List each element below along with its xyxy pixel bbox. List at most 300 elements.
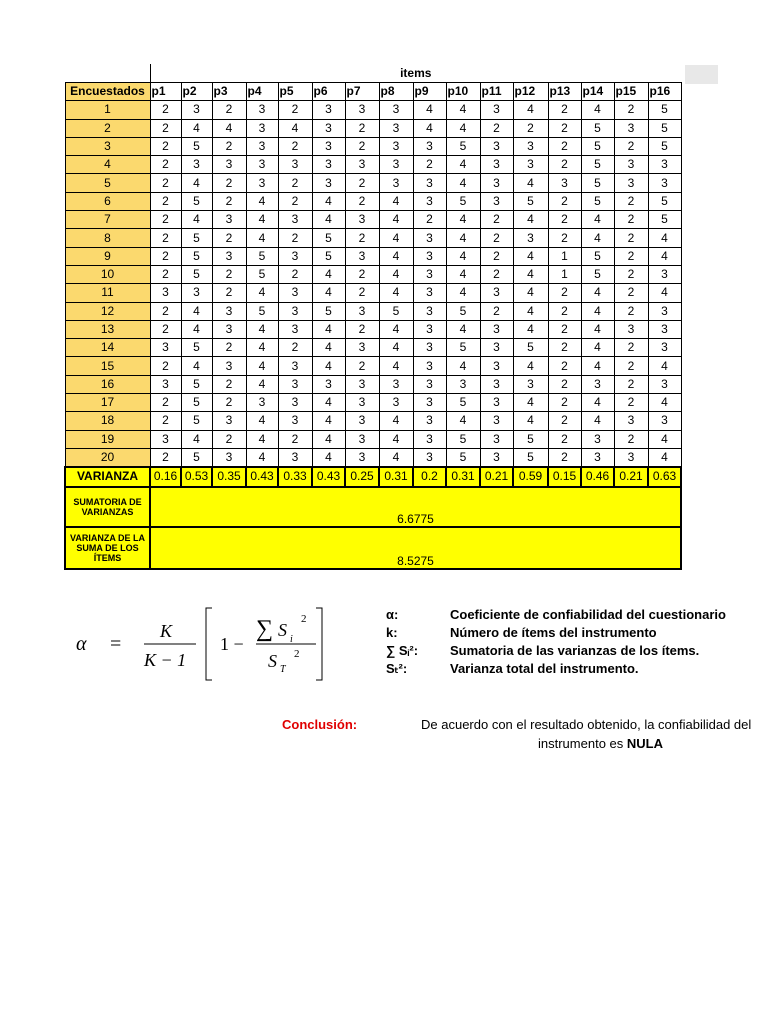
table-cell: 4 [379, 357, 413, 375]
table-cell: 5 [581, 192, 614, 210]
table-cell: 3 [581, 448, 614, 467]
table-cell: 4 [246, 430, 278, 448]
table-cell: 3 [212, 211, 246, 229]
table-cell: 5 [581, 137, 614, 155]
column-header-p9: p9 [413, 83, 446, 101]
table-cell: 4 [446, 211, 480, 229]
sheet-gray-header-extension [685, 65, 718, 84]
table-row [65, 229, 681, 247]
table-cell: 2 [150, 101, 181, 119]
table-cell: 2 [278, 137, 312, 155]
table-cell: 3 [312, 174, 345, 192]
formula-sup-2a: 2 [301, 613, 307, 625]
table-cell: 4 [246, 448, 278, 467]
respondent-id: 8 [65, 229, 150, 247]
table-cell: 4 [379, 430, 413, 448]
table-cell: 3 [150, 375, 181, 393]
table-cell: 3 [212, 320, 246, 338]
column-header-p7: p7 [345, 83, 379, 101]
table-cell: 4 [513, 412, 548, 430]
respondent-id: 2 [65, 119, 150, 137]
table-cell: 2 [345, 284, 379, 302]
table-cell: 2 [480, 302, 513, 320]
table-cell: 2 [614, 302, 648, 320]
table-cell: 2 [150, 229, 181, 247]
respondent-id: 6 [65, 192, 150, 210]
table-cell: 3 [614, 320, 648, 338]
table-cell: 3 [345, 430, 379, 448]
formula-one-minus: 1 − [220, 634, 244, 654]
table-cell: 3 [480, 284, 513, 302]
table-cell: 3 [345, 394, 379, 412]
table-cell: 3 [614, 156, 648, 174]
table-cell: 4 [581, 302, 614, 320]
table-cell: 3 [379, 394, 413, 412]
table-cell: 3 [278, 412, 312, 430]
table-cell: 2 [278, 174, 312, 192]
respondent-id: 15 [65, 357, 150, 375]
table-cell: 4 [648, 284, 681, 302]
table-cell: 4 [446, 174, 480, 192]
table-row [65, 156, 681, 174]
table-cell: 3 [614, 448, 648, 467]
table-cell: 2 [212, 394, 246, 412]
table-cell: 5 [581, 174, 614, 192]
varianza-value: 0.31 [446, 467, 480, 486]
table-cell: 3 [379, 119, 413, 137]
table-cell: 4 [648, 394, 681, 412]
respondent-id: 11 [65, 284, 150, 302]
table-cell: 3 [648, 339, 681, 357]
table-cell: 4 [379, 320, 413, 338]
table-cell: 3 [480, 375, 513, 393]
table-row [65, 211, 681, 229]
table-cell: 3 [648, 320, 681, 338]
varianza-value: 0.21 [614, 467, 648, 486]
table-cell: 5 [181, 339, 212, 357]
varianza-row [65, 467, 681, 486]
table-cell: 2 [345, 137, 379, 155]
table-cell: 2 [548, 284, 581, 302]
table-cell: 4 [312, 211, 345, 229]
table-cell: 3 [379, 101, 413, 119]
table-cell: 2 [614, 211, 648, 229]
table-cell: 3 [345, 448, 379, 467]
table-row [65, 375, 681, 393]
table-cell: 2 [548, 375, 581, 393]
varianza-total-row [65, 527, 681, 569]
table-cell: 4 [446, 156, 480, 174]
table-cell: 3 [246, 101, 278, 119]
table-cell: 4 [648, 247, 681, 265]
table-cell: 3 [480, 156, 513, 174]
formula-k: K [160, 621, 173, 641]
table-cell: 4 [648, 229, 681, 247]
table-cell: 2 [548, 394, 581, 412]
table-cell: 4 [648, 430, 681, 448]
table-cell: 5 [446, 394, 480, 412]
table-cell: 3 [513, 229, 548, 247]
table-cell: 5 [446, 448, 480, 467]
table-cell: 5 [246, 302, 278, 320]
table-cell: 3 [345, 247, 379, 265]
table-cell: 4 [379, 211, 413, 229]
table-cell: 2 [548, 211, 581, 229]
table-cell: 4 [379, 229, 413, 247]
table-cell: 2 [480, 211, 513, 229]
table-cell: 2 [548, 320, 581, 338]
table-cell: 4 [413, 101, 446, 119]
table-cell: 3 [413, 394, 446, 412]
table-cell: 2 [548, 302, 581, 320]
conclusion-label: Conclusión: [282, 717, 358, 732]
table-cell: 4 [246, 339, 278, 357]
table-cell: 5 [181, 192, 212, 210]
table-cell: 3 [480, 394, 513, 412]
column-header-p5: p5 [278, 83, 312, 101]
table-cell: 3 [246, 137, 278, 155]
table-cell: 3 [278, 320, 312, 338]
table-cell: 4 [312, 265, 345, 283]
table-cell: 4 [446, 247, 480, 265]
table-cell: 3 [413, 247, 446, 265]
table-cell: 3 [181, 101, 212, 119]
column-header-p1: p1 [150, 83, 181, 101]
table-cell: 3 [278, 284, 312, 302]
table-cell: 4 [379, 339, 413, 357]
table-cell: 3 [278, 247, 312, 265]
table-cell: 2 [212, 375, 246, 393]
table-cell: 3 [413, 430, 446, 448]
table-cell: 5 [181, 247, 212, 265]
respondent-id: 14 [65, 339, 150, 357]
respondent-id: 5 [65, 174, 150, 192]
formula-s-t: S [268, 651, 277, 671]
table-cell: 3 [278, 448, 312, 467]
table-cell: 3 [413, 448, 446, 467]
table-cell: 4 [181, 211, 212, 229]
table-cell: 2 [548, 339, 581, 357]
column-header-p3: p3 [212, 83, 246, 101]
table-cell: 2 [614, 394, 648, 412]
table-cell: 3 [212, 412, 246, 430]
table-cell: 2 [413, 211, 446, 229]
table-cell: 3 [413, 339, 446, 357]
table-cell: 2 [212, 265, 246, 283]
table-cell: 4 [413, 119, 446, 137]
formula-legend [386, 606, 726, 678]
column-header-p11: p11 [480, 83, 513, 101]
table-cell: 3 [278, 357, 312, 375]
table-cell: 5 [648, 101, 681, 119]
table-cell: 3 [413, 137, 446, 155]
table-cell: 3 [345, 412, 379, 430]
table-cell: 2 [614, 137, 648, 155]
table-cell: 2 [150, 137, 181, 155]
respondent-id: 4 [65, 156, 150, 174]
table-row [65, 394, 681, 412]
varianza-value: 0.43 [312, 467, 345, 486]
table-cell: 3 [413, 265, 446, 283]
varianza-label: VARIANZA [65, 467, 150, 486]
table-cell: 3 [614, 174, 648, 192]
table-cell: 3 [548, 174, 581, 192]
table-cell: 5 [446, 430, 480, 448]
table-cell: 3 [278, 211, 312, 229]
table-cell: 3 [581, 430, 614, 448]
table-cell: 5 [181, 448, 212, 467]
formula-s-i: S [278, 620, 287, 640]
varianza-value: 0.43 [246, 467, 278, 486]
table-cell: 3 [413, 357, 446, 375]
table-cell: 2 [548, 192, 581, 210]
table-cell: 2 [278, 101, 312, 119]
formula-equals: = [110, 633, 122, 655]
table-row [65, 137, 681, 155]
table-cell: 2 [614, 430, 648, 448]
table-cell: 2 [614, 339, 648, 357]
table-cell: 4 [513, 265, 548, 283]
table-cell: 3 [379, 137, 413, 155]
table-cell: 3 [278, 302, 312, 320]
table-cell: 4 [581, 339, 614, 357]
table-cell: 3 [212, 247, 246, 265]
table-cell: 2 [150, 320, 181, 338]
varianza-value: 0.31 [379, 467, 413, 486]
table-cell: 2 [614, 265, 648, 283]
table-cell: 3 [480, 174, 513, 192]
table-cell: 5 [181, 375, 212, 393]
table-cell: 2 [548, 119, 581, 137]
table-cell: 3 [246, 174, 278, 192]
table-cell: 5 [181, 265, 212, 283]
table-cell: 2 [150, 412, 181, 430]
table-cell: 4 [246, 375, 278, 393]
table-cell: 4 [312, 339, 345, 357]
table-cell: 5 [581, 247, 614, 265]
table-cell: 4 [246, 412, 278, 430]
table-cell: 4 [446, 284, 480, 302]
table-cell: 2 [345, 192, 379, 210]
table-cell: 4 [246, 192, 278, 210]
table-cell: 4 [181, 302, 212, 320]
table-row [65, 284, 681, 302]
table-cell: 3 [150, 339, 181, 357]
table-cell: 2 [150, 448, 181, 467]
varianza-value: 0.63 [648, 467, 681, 486]
table-cell: 2 [480, 119, 513, 137]
table-row [65, 430, 681, 448]
table-cell: 3 [345, 339, 379, 357]
column-header-p15: p15 [614, 83, 648, 101]
table-row [65, 357, 681, 375]
table-cell: 3 [345, 156, 379, 174]
table-cell: 2 [513, 119, 548, 137]
formula-k-minus-1: K − 1 [144, 650, 187, 670]
table-cell: 3 [278, 375, 312, 393]
table-cell: 2 [212, 174, 246, 192]
table-cell: 4 [181, 320, 212, 338]
legend-sum: ∑ Sᵢ²: Sumatoria de las varianzas de los ítems. [386, 643, 700, 658]
table-cell: 4 [446, 119, 480, 137]
table-cell: 3 [648, 174, 681, 192]
column-header-p4: p4 [246, 83, 278, 101]
table-cell: 2 [278, 192, 312, 210]
table-cell: 4 [581, 394, 614, 412]
cronbach-alpha-formula [70, 600, 340, 690]
table-cell: 4 [246, 211, 278, 229]
table-cell: 4 [581, 229, 614, 247]
table-cell: 2 [345, 357, 379, 375]
table-cell: 4 [379, 284, 413, 302]
column-header-p14: p14 [581, 83, 614, 101]
sumatoria-value: 6.6775 [150, 487, 681, 527]
table-cell: 3 [480, 339, 513, 357]
table-cell: 3 [648, 302, 681, 320]
table-cell: 3 [150, 284, 181, 302]
table-cell: 3 [181, 156, 212, 174]
table-cell: 4 [312, 448, 345, 467]
table-cell: 3 [614, 119, 648, 137]
table-cell: 2 [212, 430, 246, 448]
table-cell: 2 [150, 357, 181, 375]
table-cell: 5 [513, 192, 548, 210]
table-cell: 3 [480, 357, 513, 375]
table-cell: 4 [446, 265, 480, 283]
table-cell: 1 [548, 265, 581, 283]
table-cell: 2 [413, 156, 446, 174]
column-header-p16: p16 [648, 83, 681, 101]
column-header-p13: p13 [548, 83, 581, 101]
legend-total: Sₜ²: Varianza total del instrumento. [386, 661, 639, 676]
table-cell: 2 [614, 375, 648, 393]
table-cell: 5 [581, 265, 614, 283]
table-row [65, 119, 681, 137]
varianza-value: 0.16 [150, 467, 181, 486]
table-cell: 2 [345, 229, 379, 247]
column-header-p12: p12 [513, 83, 548, 101]
table-cell: 3 [413, 320, 446, 338]
table-cell: 2 [212, 284, 246, 302]
table-cell: 2 [548, 156, 581, 174]
table-cell: 2 [480, 265, 513, 283]
table-cell: 4 [246, 357, 278, 375]
varianza-suma-value: 8.5275 [150, 527, 681, 569]
table-cell: 4 [581, 101, 614, 119]
table-cell: 4 [181, 119, 212, 137]
table-cell: 5 [312, 302, 345, 320]
table-cell: 3 [312, 101, 345, 119]
table-cell: 5 [379, 302, 413, 320]
table-cell: 4 [513, 302, 548, 320]
table-cell: 3 [212, 448, 246, 467]
table-cell: 2 [150, 119, 181, 137]
table-cell: 5 [246, 247, 278, 265]
table-cell: 4 [513, 211, 548, 229]
table-cell: 4 [181, 430, 212, 448]
respondent-id: 16 [65, 375, 150, 393]
table-cell: 4 [181, 357, 212, 375]
varianza-value: 0.2 [413, 467, 446, 486]
legend-k: k: Número de ítems del instrumento [386, 625, 657, 640]
table-cell: 3 [413, 229, 446, 247]
table-cell: 4 [446, 320, 480, 338]
table-cell: 4 [312, 192, 345, 210]
table-cell: 5 [246, 265, 278, 283]
conclusion-text-2: instrumento es NULA [538, 736, 663, 751]
table-cell: 3 [480, 192, 513, 210]
table-row [65, 412, 681, 430]
data-table [64, 64, 682, 570]
respondent-id: 17 [65, 394, 150, 412]
table-row [65, 247, 681, 265]
formula-sum: ∑ [256, 616, 274, 642]
varianza-value: 0.59 [513, 467, 548, 486]
table-cell: 4 [379, 265, 413, 283]
right-bracket [316, 608, 322, 680]
table-cell: 3 [212, 357, 246, 375]
table-cell: 2 [548, 101, 581, 119]
table-cell: 3 [278, 156, 312, 174]
table-cell: 5 [513, 448, 548, 467]
column-header-p6: p6 [312, 83, 345, 101]
table-cell: 2 [614, 247, 648, 265]
table-cell: 5 [648, 137, 681, 155]
table-cell: 2 [212, 339, 246, 357]
table-cell: 2 [150, 394, 181, 412]
varianza-value: 0.35 [212, 467, 246, 486]
table-cell: 3 [379, 375, 413, 393]
table-cell: 4 [446, 101, 480, 119]
table-cell: 4 [312, 394, 345, 412]
table-cell: 3 [379, 174, 413, 192]
table-cell: 5 [312, 229, 345, 247]
table-cell: 2 [480, 247, 513, 265]
respondent-id: 1 [65, 101, 150, 119]
respondent-id: 9 [65, 247, 150, 265]
table-cell: 3 [581, 375, 614, 393]
table-cell: 4 [312, 412, 345, 430]
table-cell: 5 [312, 247, 345, 265]
table-cell: 2 [150, 211, 181, 229]
table-cell: 3 [312, 156, 345, 174]
table-cell: 4 [513, 394, 548, 412]
left-bracket [206, 608, 212, 680]
conclusion-text: De acuerdo con el resultado obtenido, la confiabilidad del [421, 717, 752, 732]
table-cell: 4 [278, 119, 312, 137]
table-row [65, 339, 681, 357]
table-cell: 4 [246, 320, 278, 338]
table-cell: 5 [181, 412, 212, 430]
table-cell: 2 [278, 229, 312, 247]
varianza-value: 0.33 [278, 467, 312, 486]
table-cell: 2 [150, 302, 181, 320]
table-row [65, 101, 681, 119]
formula-alpha: α [76, 633, 87, 655]
varianza-suma-label: VARIANZA DE LA SUMA DE LOS ÍTEMS [65, 527, 150, 569]
table-cell: 3 [413, 174, 446, 192]
respondent-id: 19 [65, 430, 150, 448]
table-cell: 3 [246, 394, 278, 412]
respondent-id: 3 [65, 137, 150, 155]
table-cell: 2 [548, 137, 581, 155]
table-cell: 4 [513, 174, 548, 192]
table-cell: 2 [345, 174, 379, 192]
table-cell: 3 [648, 265, 681, 283]
table-cell: 4 [379, 412, 413, 430]
table-cell: 5 [581, 156, 614, 174]
respondent-id: 18 [65, 412, 150, 430]
